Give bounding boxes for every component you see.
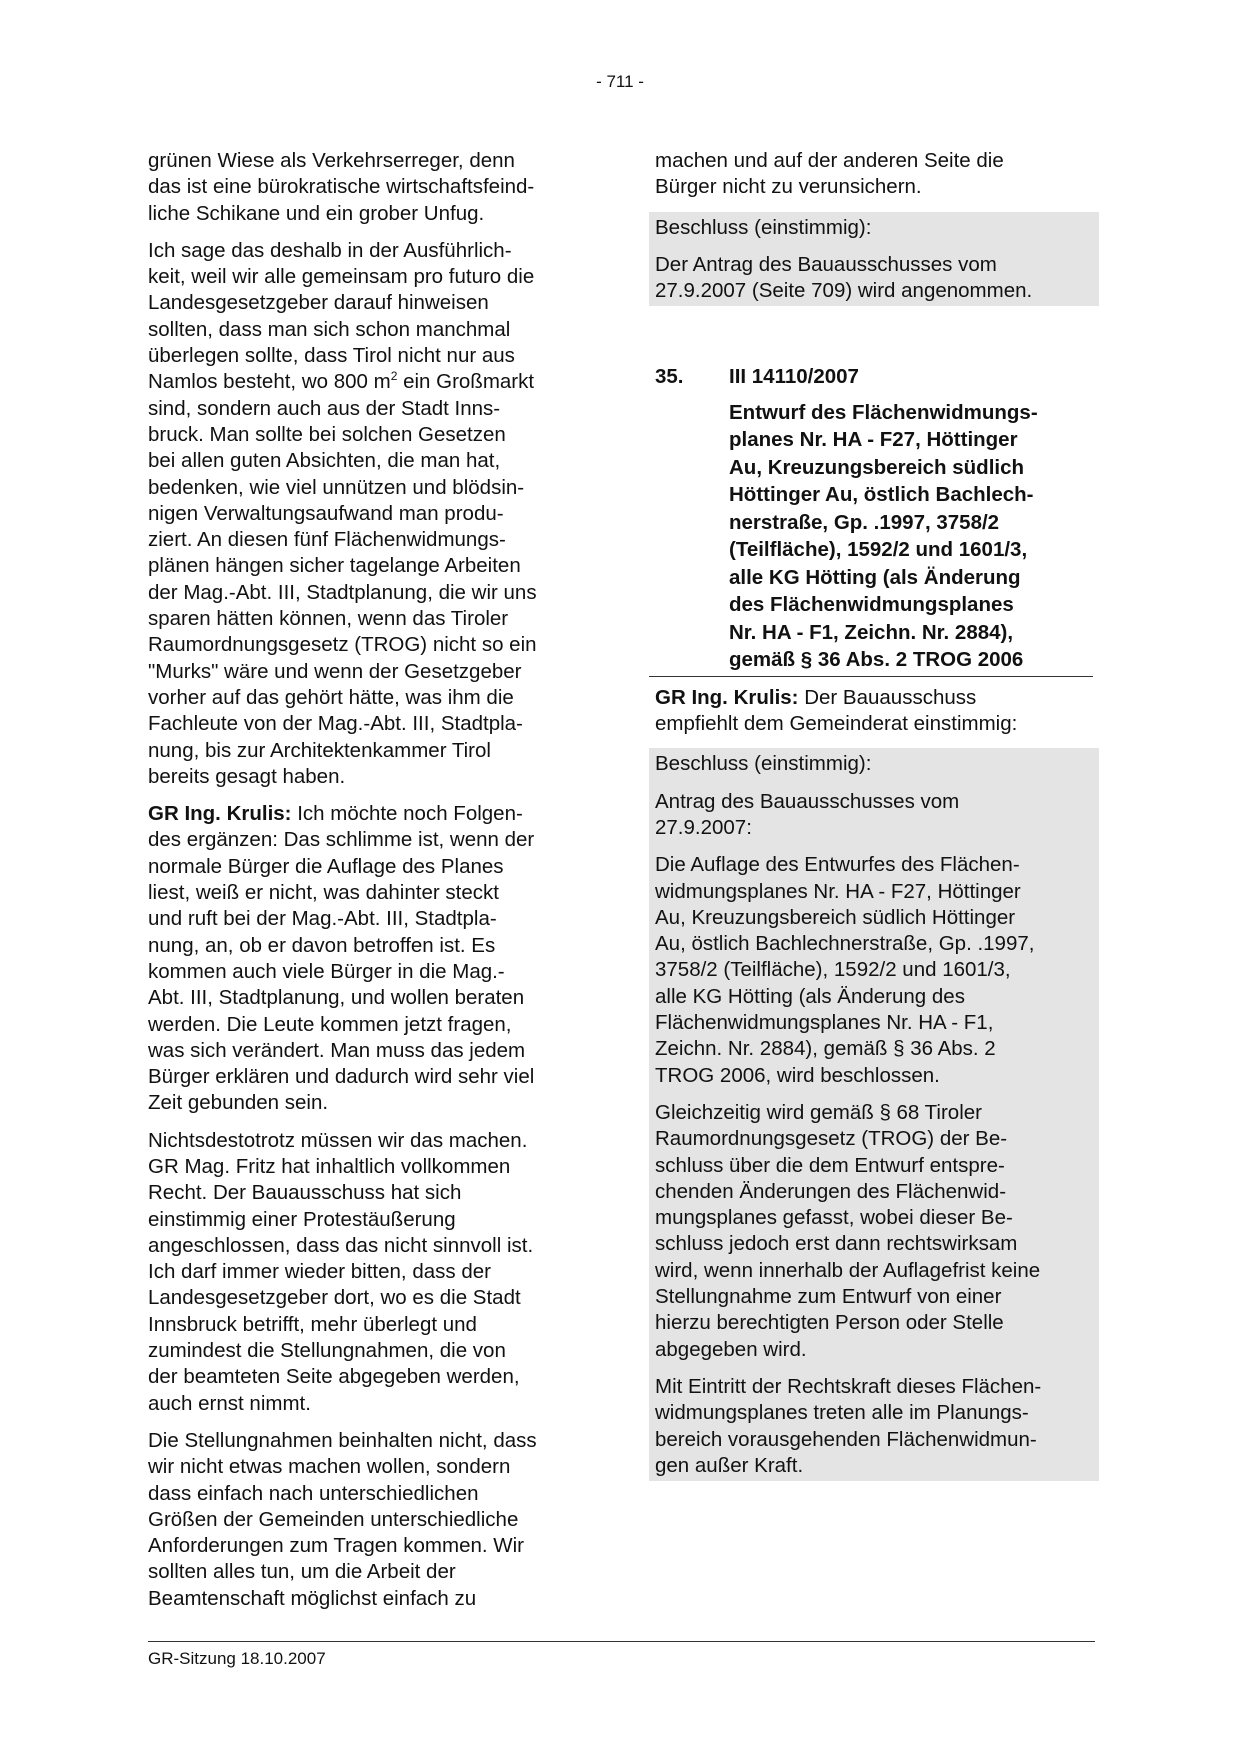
paragraph-left-2 xyxy=(148,238,588,790)
text-line: Raumordnungsgesetz (TROG) der Be- xyxy=(655,1127,1008,1151)
paragraph-left-4 xyxy=(148,1128,588,1417)
text-line: schluss über die dem Entwurf entspre- xyxy=(655,1153,1005,1177)
text-line: Raumordnungsgesetz (TROG) nicht so ein xyxy=(148,633,537,657)
agenda-item-number: 35. xyxy=(655,365,684,389)
text-line: gen außer Kraft. xyxy=(655,1453,804,1477)
text-line: ziert. An diesen fünf Flächenwidmungs- xyxy=(148,528,506,552)
text-line: TROG 2006, wird beschlossen. xyxy=(655,1063,940,1087)
text-line: sollten alles tun, um die Arbeit der xyxy=(148,1560,456,1584)
text-line: Abt. III, Stadtplanung, und wollen beraten xyxy=(148,986,525,1010)
text-line: normale Bürger die Auflage des Planes xyxy=(148,854,504,878)
text-line: des ergänzen: Das schlimme ist, wenn der xyxy=(148,828,535,852)
text-line: bruck. Man sollte bei solchen Gesetzen xyxy=(148,422,506,446)
text-line: was sich verändert. Man muss das jedem xyxy=(148,1038,526,1062)
text-line: Ich darf immer wieder bitten, dass der xyxy=(148,1260,491,1284)
text-line: überlegen sollte, dass Tirol nicht nur aus xyxy=(148,344,515,368)
text-line: 27.9.2007 (Seite 709) wird angenommen. xyxy=(655,279,1033,303)
text-line: einstimmig einer Protestäußerung xyxy=(148,1207,456,1231)
paragraph-left-5 xyxy=(148,1428,588,1612)
text-line: hierzu berechtigten Person oder Stelle xyxy=(655,1311,1004,1335)
text-line: planes Nr. HA - F27, Höttinger xyxy=(729,428,1018,452)
agenda-item-title xyxy=(729,399,1095,674)
text-line: 3758/2 (Teilfläche), 1592/2 und 1601/3, xyxy=(655,958,1011,982)
text-line: zumindest die Stellungnahmen, die von xyxy=(148,1339,506,1363)
paragraph-left-1 xyxy=(148,148,588,227)
text-line: plänen hängen sicher tagelange Arbeiten xyxy=(148,554,521,578)
resolution-box-1 xyxy=(649,212,1099,307)
text-line: werden. Die Leute kommen jetzt fragen, xyxy=(148,1012,512,1036)
text-line: mungsplanes gefasst, wobei dieser Be- xyxy=(655,1206,1013,1230)
paragraph-left-2a xyxy=(148,238,588,369)
speaker-name: GR Ing. Krulis: xyxy=(655,685,799,709)
text-line: angeschlossen, dass das nicht sinnvoll ist. xyxy=(148,1233,534,1257)
speaker-name: GR Ing. Krulis: xyxy=(148,802,292,826)
text-line: Größen der Gemeinden unterschiedliche xyxy=(148,1507,519,1531)
text-line: Antrag des Bauausschusses vom xyxy=(655,789,960,813)
text-line: Anforderungen zum Tragen kommen. Wir xyxy=(148,1534,524,1558)
text-line: Innsbruck betrifft, mehr überlegt und xyxy=(148,1312,477,1336)
text-line: Höttinger Au, östlich Bachlech- xyxy=(729,483,1034,507)
left-column xyxy=(148,148,588,1623)
text-line: der Mag.-Abt. III, Stadtplanung, die wir uns xyxy=(148,580,537,604)
text-line: Die Stellungnahmen beinhalten nicht, dass xyxy=(148,1428,537,1452)
section-divider xyxy=(649,676,1093,677)
text-line: 27.9.2007: xyxy=(655,815,752,839)
text-line: "Murks" wäre und wenn der Gesetzgeber xyxy=(148,659,522,683)
text-line: des Flächenwidmungsplanes xyxy=(729,593,1014,617)
resolution-motion xyxy=(655,789,1099,842)
text-line: und ruft bei der Mag.-Abt. III, Stadtpla- xyxy=(148,907,497,931)
text-line: bereits gesagt haben. xyxy=(148,764,346,788)
resolution-text-3 xyxy=(655,1100,1099,1363)
text-line: Au, östlich Bachlechnerstraße, Gp. .1997, xyxy=(655,932,1035,956)
text-line: Entwurf des Flächenwidmungs- xyxy=(729,400,1038,424)
text-line: der beamteten Seite abgegeben werden, xyxy=(148,1365,520,1389)
text-line: Beamtenschaft möglichst einfach zu xyxy=(148,1586,477,1610)
text-line: Fachleute von der Mag.-Abt. III, Stadtpla- xyxy=(148,712,523,736)
text-line: vorher auf das gehört hätte, was ihm die xyxy=(148,685,514,709)
text-line: das ist eine bürokratische wirtschaftsfeind- xyxy=(148,175,535,199)
right-column xyxy=(655,148,1095,1481)
text-line: Zeit gebunden sein. xyxy=(148,1091,329,1115)
text-line: wir nicht etwas machen wollen, sondern xyxy=(148,1455,511,1479)
page-number: - 711 - xyxy=(596,72,644,91)
text-line: liest, weiß er nicht, was dahinter steckt xyxy=(148,881,499,905)
text-line: sind, sondern auch aus der Stadt Inns- xyxy=(148,396,501,420)
text-line: sollten, dass man sich schon manchmal xyxy=(148,317,511,341)
resolution-text-2 xyxy=(655,852,1099,1089)
text-line: widmungsplanes Nr. HA - F27, Höttinger xyxy=(655,879,1021,903)
text-line: widmungsplanes treten alle im Planungs- xyxy=(655,1401,1029,1425)
footer-divider xyxy=(148,1641,1095,1642)
resolution-box-2 xyxy=(649,748,1099,1481)
text-line: Flächenwidmungsplanes Nr. HA - F1, xyxy=(655,1011,994,1035)
text-line: Mit Eintritt der Rechtskraft dieses Flächen- xyxy=(655,1374,1042,1398)
text-line: GR Mag. Fritz hat inhaltlich vollkommen xyxy=(148,1154,511,1178)
superscript: 2 xyxy=(390,369,398,384)
paragraph-right-3: GR Ing. Krulis: Der Bauausschuss empfiehlt dem Gemeinderat einstimmig: xyxy=(655,685,1095,738)
text-line: nerstraße, Gp. .1997, 3758/2 xyxy=(729,510,1000,534)
text-line: Die Auflage des Entwurfes des Flächen- xyxy=(655,853,1020,877)
text-line: liche Schikane und ein grober Unfug. xyxy=(148,201,485,225)
text-line: bedenken, wie viel unnützen und blödsin- xyxy=(148,475,525,499)
text-line: sparen hätten können, wenn das Tiroler xyxy=(148,607,509,631)
text-line: machen und auf der anderen Seite die xyxy=(655,149,1004,172)
text-line: wird, wenn innerhalb der Auflagefrist keine xyxy=(655,1258,1041,1282)
text-line: bei allen guten Absichten, die man hat, xyxy=(148,449,501,473)
resolution-heading-2: Beschluss (einstimmig): xyxy=(655,752,872,776)
text-line: Der Antrag des Bauausschusses vom xyxy=(655,252,997,276)
text-line: Au, Kreuzungsbereich südlich xyxy=(729,455,1025,479)
text-line: gemäß § 36 Abs. 2 TROG 2006 xyxy=(729,648,1024,672)
text-line: Au, Kreuzungsbereich südlich Höttinger xyxy=(655,905,1016,929)
text-line: bereich vorausgehenden Flächenwidmun- xyxy=(655,1427,1037,1451)
text-line: Zeichn. Nr. 2884), gemäß § 36 Abs. 2 xyxy=(655,1037,996,1061)
text-line: Bürger nicht zu verunsichern. xyxy=(655,175,922,199)
text-line: Gleichzeitig wird gemäß § 68 Tiroler xyxy=(655,1100,982,1124)
paragraph-right-1 xyxy=(655,148,1095,201)
text-line: kommen auch viele Bürger in die Mag.- xyxy=(148,959,505,983)
text-line: Bürger erklären und dadurch wird sehr viel xyxy=(148,1065,535,1089)
agenda-item-header xyxy=(655,364,1095,390)
resolution-text-1 xyxy=(655,252,1099,305)
text-line: dass einfach nach unterschiedlichen xyxy=(148,1481,479,1505)
resolution-text-4 xyxy=(655,1374,1099,1479)
text-line: alle KG Hötting (als Änderung des xyxy=(655,984,965,1008)
text-line: grünen Wiese als Verkehrserreger, denn xyxy=(148,149,515,172)
agenda-item-reference: III 14110/2007 xyxy=(729,365,859,389)
text-line: keit, weil wir alle gemeinsam pro futuro die xyxy=(148,265,535,289)
paragraph-left-2b xyxy=(148,396,588,790)
text-line: nung, bis zur Architektenkammer Tirol xyxy=(148,738,491,762)
text-line: nigen Verwaltungsaufwand man produ- xyxy=(148,501,504,525)
text-line: Ich sage das deshalb in der Ausführlich- xyxy=(148,238,512,262)
text-line: auch ernst nimmt. xyxy=(148,1391,311,1415)
text-line: chenden Änderungen des Flächenwid- xyxy=(655,1179,1007,1203)
footer-text: GR-Sitzung 18.10.2007 xyxy=(148,1649,326,1668)
text-line: Recht. Der Bauausschuss hat sich xyxy=(148,1181,462,1205)
text-line: Stellungnahme zum Entwurf von einer xyxy=(655,1285,1002,1309)
text-line: Landesgesetzgeber dort, wo es die Stadt xyxy=(148,1286,521,1310)
text-line: nung, an, ob er davon betroffen ist. Es xyxy=(148,933,496,957)
text-line: alle KG Hötting (als Änderung xyxy=(729,565,1021,589)
paragraph-left-3: GR Ing. Krulis: Ich möchte noch Folgen- des ergänzen: Das schlimme ist, wenn der normale Bürger die Auflage des Planes liest, weiß er nicht, was dahinter steckt und ruft bei der Mag.-Abt. III, Stadtpla- nung, an, ob er davon betroffen ist. Es kommen auch viele Bürger in die Mag.- Abt. III, Stadtplanung, und wollen beraten werden. Die Leute kommen jetzt fragen, was sich verändert. Man muss das jedem Bürger erklären und dadurch wird sehr viel Zeit gebunden sein. xyxy=(148,801,588,1117)
text-line: empfiehlt dem Gemeinderat einstimmig: xyxy=(655,712,1018,736)
text-line: Nichtsdestotrotz müssen wir das machen. xyxy=(148,1128,528,1152)
namlos-line: Namlos besteht, wo 800 $m^2$ ein Großmarkt xyxy=(148,369,535,394)
resolution-heading-1: Beschluss (einstimmig): xyxy=(655,215,872,239)
text-line: abgegeben wird. xyxy=(655,1337,807,1361)
text-line: (Teilfläche), 1592/2 und 1601/3, xyxy=(729,538,1028,562)
text-line: Landesgesetzgeber darauf hinweisen xyxy=(148,291,489,315)
text-line: Nr. HA - F1, Zeichn. Nr. 2884), xyxy=(729,620,1014,644)
text-line: schluss jedoch erst dann rechtswirksam xyxy=(655,1232,1018,1256)
